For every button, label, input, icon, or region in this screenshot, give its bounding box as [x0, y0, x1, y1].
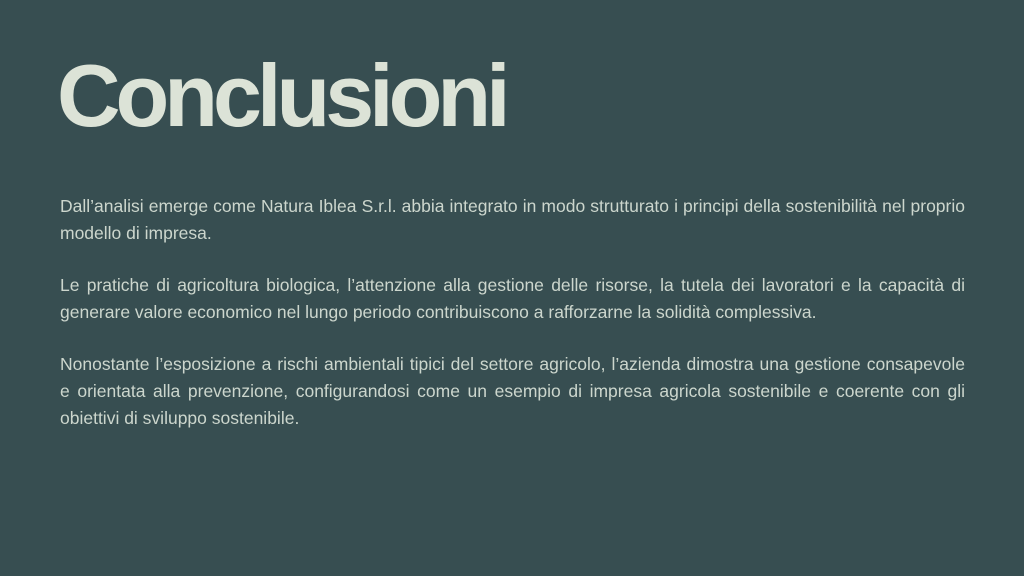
paragraph-analysis: Dall’analisi emerge come Natura Iblea S.r.l. abbia integrato in modo strutturato i principi della sostenibilità nel proprio modello di impresa.	[60, 196, 965, 243]
slide-title: Conclusioni	[57, 46, 506, 145]
paragraph-practices: Le pratiche di agricoltura biologica, l’attenzione alla gestione delle risorse, la tutela dei lavoratori e la capacità di generare valore economico nel lungo periodo contribuiscono a rafforzarne la solidità complessiva.	[60, 275, 965, 322]
slide-body-text	[60, 193, 965, 432]
paragraph-risks: Nonostante l’esposizione a rischi ambientali tipici del settore agricolo, l’azienda dimostra una gestione consapevole e orientata alla prevenzione, configurandosi come un esempio di impresa agricola sostenibile e coerente con gli obiettivi di sviluppo sostenibile.	[60, 354, 965, 428]
